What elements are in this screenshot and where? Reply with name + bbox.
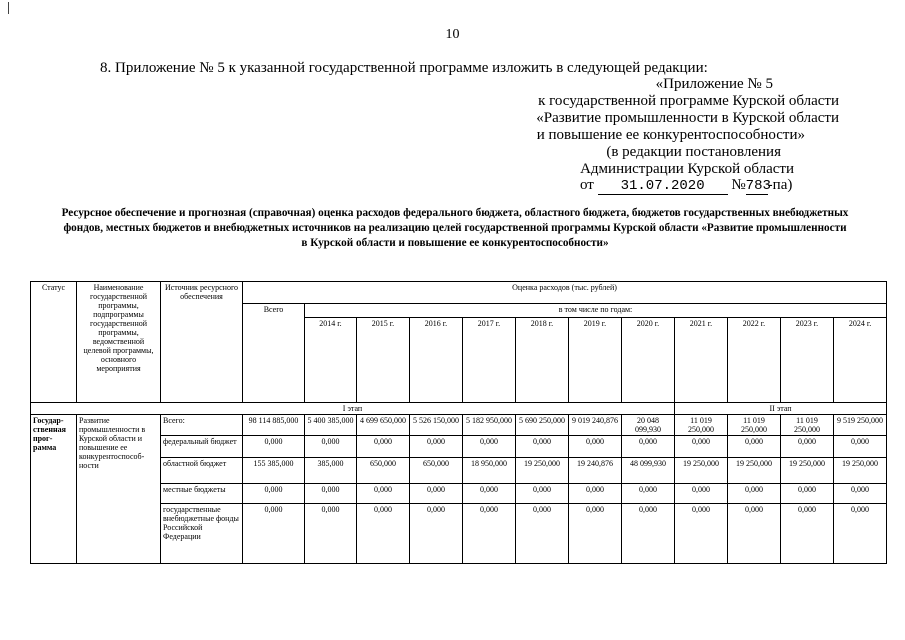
- value-cell: 0,000: [410, 436, 463, 458]
- value-cell: 5 690 250,000: [516, 415, 569, 436]
- resource-table-container: [30, 281, 887, 564]
- value-cell: 0,000: [305, 484, 357, 504]
- value-cell: 18 950,000: [463, 458, 516, 484]
- value-cell: 19 250,000: [516, 458, 569, 484]
- number-prefix: №: [731, 177, 746, 193]
- appendix-title: «Приложение № 5: [655, 76, 773, 92]
- value-cell: 0,000: [675, 436, 728, 458]
- source-cell: областной бюджет: [161, 458, 243, 484]
- status-cell: Государ-ственная прог-рамма: [31, 415, 77, 564]
- value-cell: 19 250,000: [781, 458, 834, 484]
- resolution-reference: [580, 177, 792, 195]
- value-cell: 0,000: [410, 484, 463, 504]
- value-cell: 9 019 240,876: [569, 415, 622, 436]
- stage-2-label: II этап: [675, 403, 887, 415]
- value-cell: 0,000: [675, 504, 728, 564]
- from-label: от: [580, 177, 594, 193]
- source-cell: местные бюджеты: [161, 484, 243, 504]
- source-cell: Всего:: [161, 415, 243, 436]
- value-cell: 11 019 250,000: [781, 415, 834, 436]
- resource-table: [30, 281, 887, 564]
- year-header: 2017 г.: [463, 318, 516, 403]
- year-header: 2019 г.: [569, 318, 622, 403]
- resolution-date: 31.07.2020: [598, 178, 728, 195]
- value-cell: 19 250,000: [675, 458, 728, 484]
- value-cell: 0,000: [357, 436, 410, 458]
- year-header: 2016 г.: [410, 318, 463, 403]
- value-cell: 5 526 150,000: [410, 415, 463, 436]
- year-header: 2020 г.: [622, 318, 675, 403]
- value-cell: 0,000: [781, 484, 834, 504]
- intro-paragraph: 8. Приложение № 5 к указанной государственной программе изложить в следующей редакции:: [100, 60, 708, 76]
- value-cell: 0,000: [569, 436, 622, 458]
- appendix-line-6: Администрации Курской области: [580, 161, 794, 177]
- header-total: Всего: [243, 304, 305, 403]
- stage-1-label: I этап: [31, 403, 675, 415]
- value-cell: 0,000: [834, 484, 887, 504]
- value-cell: 0,000: [463, 436, 516, 458]
- value-cell: 0,000: [463, 484, 516, 504]
- page-number: 10: [445, 27, 460, 42]
- value-cell: 0,000: [675, 484, 728, 504]
- value-cell: 48 099,930: [622, 458, 675, 484]
- value-cell: 0,000: [516, 504, 569, 564]
- value-cell: 19 240,876: [569, 458, 622, 484]
- scan-mark: [8, 2, 9, 14]
- value-cell: 0,000: [569, 504, 622, 564]
- value-cell: 0,000: [834, 436, 887, 458]
- value-cell: 0,000: [781, 504, 834, 564]
- appendix-line-4: и повышение ее конкурентоспособности»: [536, 127, 805, 143]
- year-header: 2018 г.: [516, 318, 569, 403]
- appendix-line-2: к государственной программе Курской области: [538, 93, 839, 109]
- year-header: 2022 г.: [728, 318, 781, 403]
- value-cell: 0,000: [357, 484, 410, 504]
- year-header: 2024 г.: [834, 318, 887, 403]
- value-cell: 19 250,000: [834, 458, 887, 484]
- program-name-cell: Развитие промышленности в Курской области и повышение ее конкурентоспособ-ности: [77, 415, 161, 564]
- value-cell: 5 182 950,000: [463, 415, 516, 436]
- resolution-number: 783: [745, 178, 771, 194]
- value-cell: 0,000: [728, 504, 781, 564]
- value-cell: 0,000: [622, 504, 675, 564]
- total-cell: 155 385,000: [243, 458, 305, 484]
- value-cell: 11 019 250,000: [728, 415, 781, 436]
- year-header: 2021 г.: [675, 318, 728, 403]
- year-header: 2015 г.: [357, 318, 410, 403]
- number-suffix: -па): [767, 177, 793, 193]
- appendix-line-5: (в редакции постановления: [606, 144, 781, 160]
- header-name: Наименование государственной программы, подпрограммы государственной программы, ведомственной целевой программы, основного мероприятия: [77, 282, 161, 403]
- total-cell: 0,000: [243, 484, 305, 504]
- value-cell: 0,000: [834, 504, 887, 564]
- value-cell: 4 699 650,000: [357, 415, 410, 436]
- year-header: 2023 г.: [781, 318, 834, 403]
- value-cell: 0,000: [728, 484, 781, 504]
- value-cell: 9 519 250,000: [834, 415, 887, 436]
- value-cell: 0,000: [305, 504, 357, 564]
- value-cell: 0,000: [728, 436, 781, 458]
- value-cell: 0,000: [410, 504, 463, 564]
- value-cell: 650,000: [410, 458, 463, 484]
- value-cell: 0,000: [305, 436, 357, 458]
- value-cell: 20 048 099,930: [622, 415, 675, 436]
- value-cell: 0,000: [516, 436, 569, 458]
- value-cell: 0,000: [357, 504, 410, 564]
- total-cell: 0,000: [243, 436, 305, 458]
- value-cell: 0,000: [781, 436, 834, 458]
- header-status: Статус: [31, 282, 77, 403]
- value-cell: 11 019 250,000: [675, 415, 728, 436]
- table-heading: Ресурсное обеспечение и прогнозная (справочная) оценка расходов федерального бюджета, областного бюджета, бюджетов государственных внебюджетных фондов, местных бюджетов и внебюджетных источников на реализацию целей государственной программы Курской области «Развитие промышленности в Курской области и повышение ее конкурентоспособности»: [61, 207, 849, 249]
- year-header: 2014 г.: [305, 318, 357, 403]
- value-cell: 0,000: [622, 436, 675, 458]
- value-cell: 19 250,000: [728, 458, 781, 484]
- source-cell: федеральный бюджет: [161, 436, 243, 458]
- value-cell: 0,000: [516, 484, 569, 504]
- value-cell: 0,000: [463, 504, 516, 564]
- appendix-line-3: «Развитие промышленности в Курской области: [536, 110, 839, 126]
- total-cell: 0,000: [243, 504, 305, 564]
- value-cell: 5 400 385,000: [305, 415, 357, 436]
- source-cell: государственные внебюджетные фонды Российской Федерации: [161, 504, 243, 564]
- value-cell: 385,000: [305, 458, 357, 484]
- value-cell: 650,000: [357, 458, 410, 484]
- header-source: Источник ресурсного обеспечения: [161, 282, 243, 403]
- value-cell: 0,000: [569, 484, 622, 504]
- header-estimate: Оценка расходов (тыс. рублей): [243, 282, 887, 304]
- header-by-years: в том числе по годам:: [305, 304, 887, 318]
- value-cell: 0,000: [622, 484, 675, 504]
- total-cell: 98 114 885,000: [243, 415, 305, 436]
